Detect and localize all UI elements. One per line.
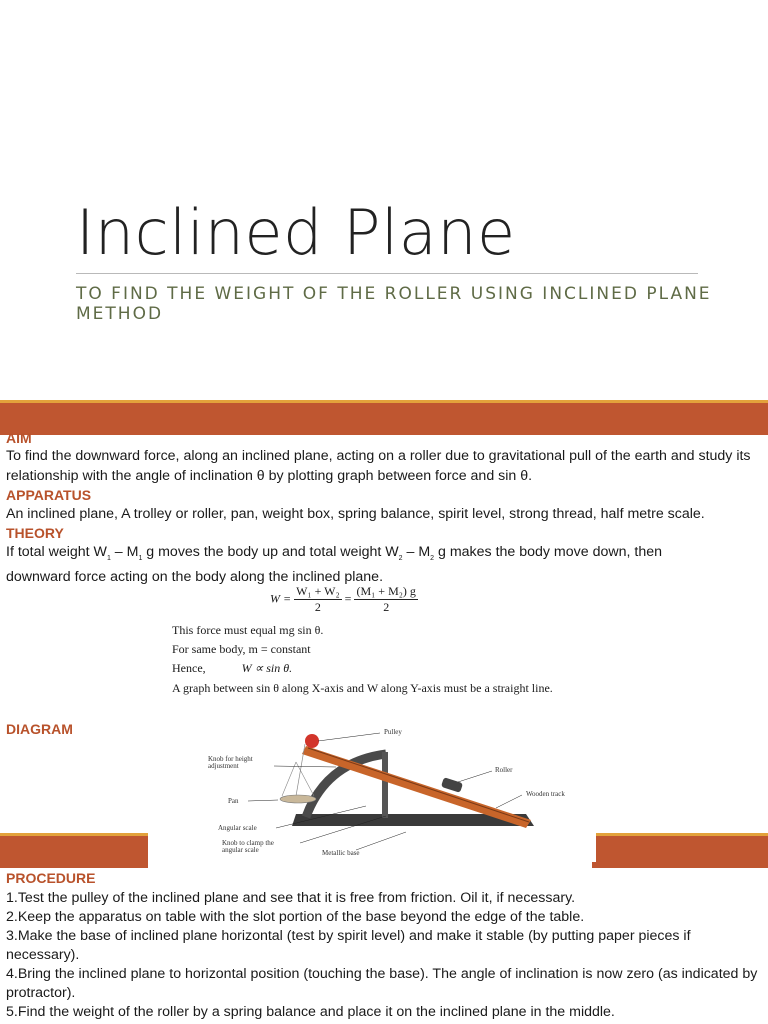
slide-title: Inclined Plane	[76, 196, 516, 269]
procedure-step: 4.Bring the inclined plane to horizontal position (touching the base). The angle of inclination is now zero (as indicated by protractor).	[6, 966, 758, 1001]
support-post	[382, 752, 388, 818]
theory-line2: downward force acting on the body along the inclined plane.	[6, 569, 384, 586]
aim-heading: AIM	[6, 430, 32, 446]
label-knob-height-2: adjustment	[208, 762, 239, 770]
aim-text: To find the downward force, along an inclined plane, acting on a roller due to gravitational pull of the earth and study its relationship with the angle of inclination θ by plotting graph between force and sin θ.	[6, 448, 751, 484]
theory-line1: If total weight $W_1 - M_1$ g moves the body up and total weight $W_2 - M_2$ g makes the body move down, then	[6, 544, 662, 562]
procedure-step: 5.Find the weight of the roller by a spring balance and place it on the inclined plane in the middle.	[6, 1004, 615, 1020]
accent-band-bottom-left	[0, 833, 148, 868]
procedure-step: 1.Test the pulley of the inclined plane and see that it is free from friction. Oil it, if necessary.	[6, 890, 576, 906]
procedure-heading: PROCEDURE	[6, 870, 96, 886]
fraction-w: $\frac{\text{W₁ + W₂}}{2}$	[296, 584, 340, 614]
label-knob-height-1: Knob for height	[208, 755, 253, 763]
formula-line-mass: For same body, m = constant	[172, 642, 311, 656]
label-metallic-base: Metallic base	[322, 849, 360, 857]
label-pan: Pan	[228, 797, 239, 805]
procedure-step: 2.Keep the apparatus on table with the slot portion of the base beyond the edge of the table.	[6, 909, 585, 925]
pulley-shape	[305, 734, 319, 748]
theory-heading: THEORY	[6, 525, 64, 541]
fraction-m: $\frac{\text{(M₁ + M₂) g}}{2}$	[356, 584, 416, 614]
formula-weight: W = $\frac{\text{W₁ + W₂}}{2}$ = $\frac{\text{(M₁ + M₂) g}}{2}$	[270, 584, 416, 614]
slide-subtitle: TO FIND THE WEIGHT OF THE ROLLER USING INCLINED PLANE METHOD	[76, 284, 712, 324]
label-knob-clamp-2: angular scale	[222, 846, 259, 854]
inclined-plane-diagram	[196, 722, 596, 862]
formula-line-force: This force must equal mg sin θ.	[172, 623, 324, 637]
label-angular-scale: Angular scale	[218, 824, 257, 832]
label-pulley: Pulley	[384, 728, 402, 736]
procedure-list	[6, 889, 764, 1022]
label-wooden-track: Wooden track	[526, 790, 565, 798]
theory-text	[6, 543, 764, 588]
label-knob-clamp-1: Knob to clamp the	[222, 839, 274, 847]
formula-line-hence: Hence, W ∝ sin θ.	[172, 661, 293, 675]
title-divider	[76, 273, 698, 274]
apparatus-text: An inclined plane, A trolley or roller, pan, weight box, spring balance, spirit level, strong thread, half metre scale.	[6, 506, 705, 522]
diagram-heading: DIAGRAM	[6, 721, 73, 737]
pan-shape	[280, 795, 316, 803]
label-roller: Roller	[495, 766, 513, 774]
procedure-step: 3.Make the base of inclined plane horizontal (test by spirit level) and make it stable (by putting paper pieces if necessary).	[6, 928, 691, 963]
formula-line-graph: A graph between sin θ along X-axis and W along Y-axis must be a straight line.	[172, 681, 553, 695]
accent-band-bottom-right	[592, 833, 768, 868]
accent-band-top	[0, 400, 768, 435]
apparatus-heading: APPARATUS	[6, 487, 92, 503]
